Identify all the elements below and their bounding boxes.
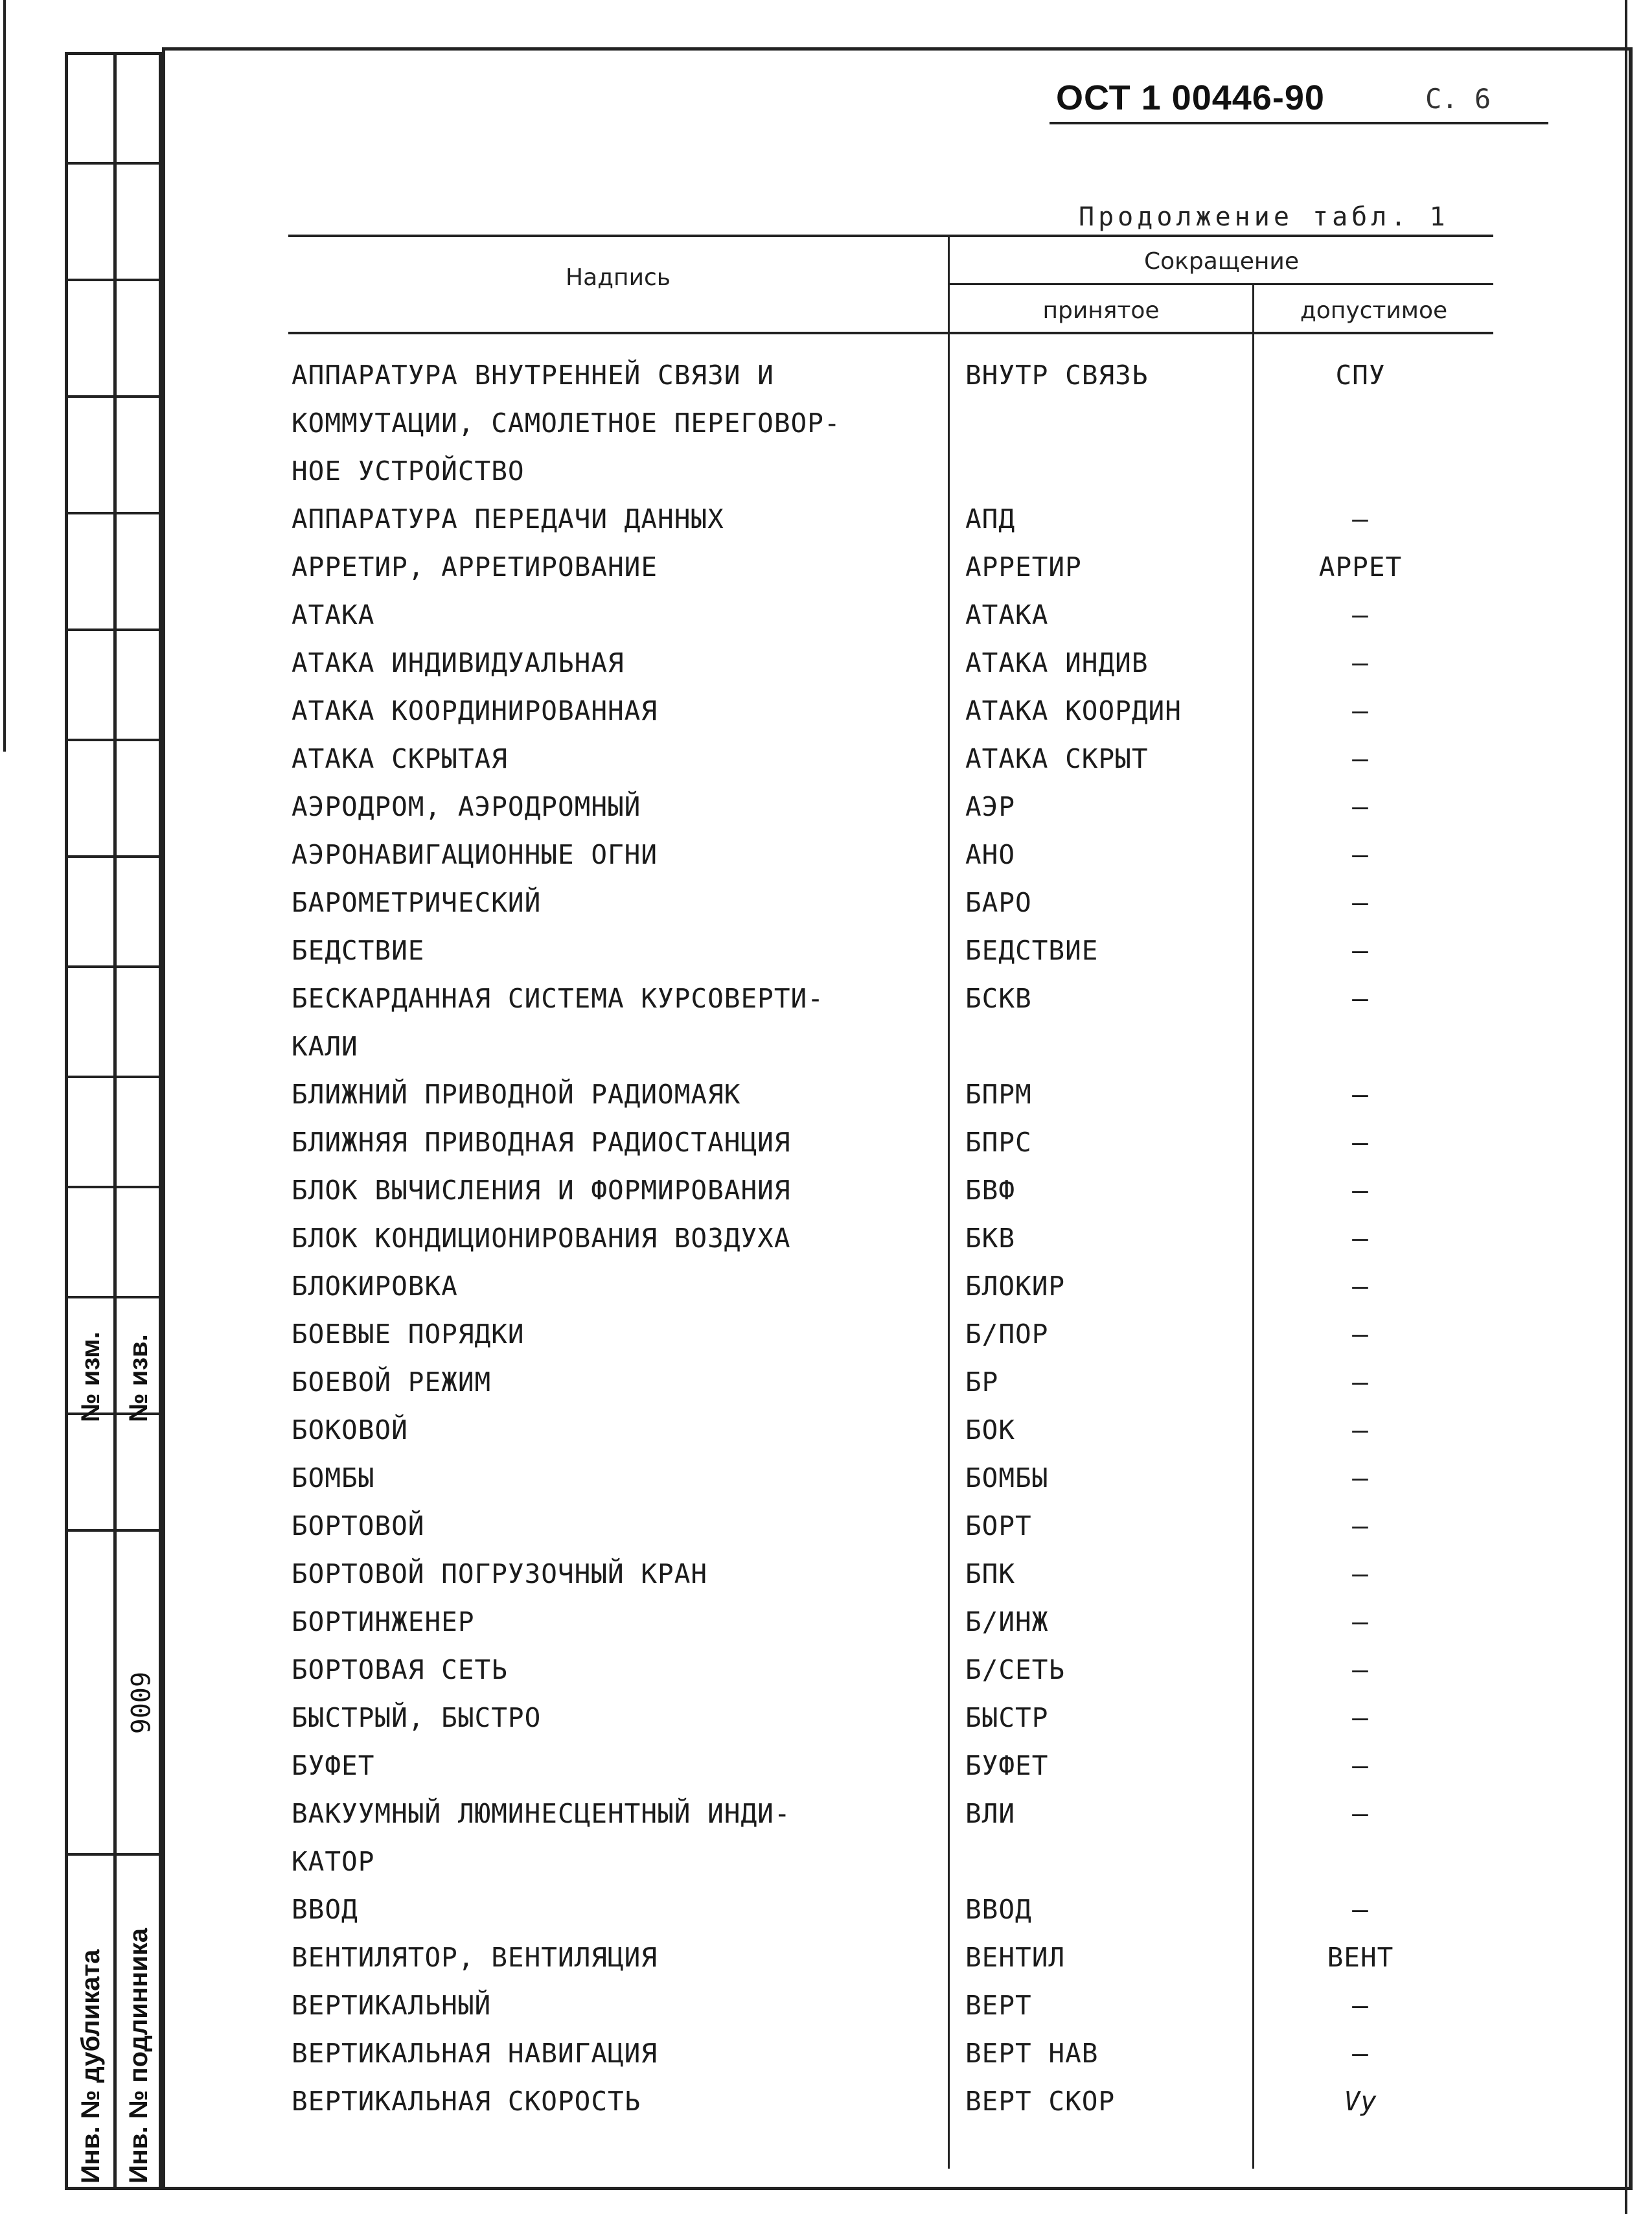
inscription-cell: БАРОМЕТРИЧЕСКИЙ	[292, 887, 542, 918]
accepted-abbrev-cell: БОМБЫ	[965, 1462, 1049, 1493]
table-row	[0, 551, 1652, 599]
accepted-abbrev-cell: БОК	[965, 1414, 1016, 1446]
table-row	[0, 360, 1652, 408]
header-accepted: принятое	[1042, 297, 1160, 324]
table-row	[0, 743, 1652, 791]
table-row	[0, 1894, 1652, 1942]
permissible-abbrev-cell: –	[1352, 1606, 1369, 1637]
permissible-abbrev-cell: –	[1352, 599, 1369, 630]
accepted-abbrev-cell: ВВОД	[965, 1894, 1032, 1925]
accepted-abbrev-cell: ВЕРТ СКОР	[965, 2086, 1116, 2117]
permissible-abbrev-cell: –	[1352, 1654, 1369, 1685]
accepted-abbrev-cell: БОРТ	[965, 1510, 1032, 1541]
accepted-abbrev-cell: АТАКА ИНДИВ	[965, 647, 1149, 678]
table-row	[0, 839, 1652, 887]
permissible-abbrev-cell: ВЕНТ	[1327, 1942, 1394, 1973]
table-row	[0, 1414, 1652, 1462]
inscription-cell: АТАКА КООРДИНИРОВАННАЯ	[292, 695, 658, 726]
inscription-cell: БЛОК ВЫЧИСЛЕНИЯ И ФОРМИРОВАНИЯ	[292, 1175, 791, 1206]
table-row	[0, 1846, 1652, 1894]
permissible-abbrev-cell: –	[1352, 743, 1369, 774]
header-abbreviation: Сокращение	[1144, 248, 1299, 275]
table-row	[0, 1031, 1652, 1079]
permissible-abbrev-cell: –	[1352, 1175, 1369, 1206]
table-row	[0, 1223, 1652, 1271]
accepted-abbrev-cell: БВФ	[965, 1175, 1016, 1206]
inscription-cell: КОММУТАЦИИ, САМОЛЕТНОЕ ПЕРЕГОВОР-	[292, 408, 841, 439]
permissible-abbrev-cell: –	[1352, 1079, 1369, 1110]
permissible-abbrev-cell: –	[1352, 1894, 1369, 1925]
header-underline	[1050, 122, 1548, 124]
table-row	[0, 1606, 1652, 1654]
table-row	[0, 695, 1652, 743]
inscription-cell: АППАРАТУРА ПЕРЕДАЧИ ДАННЫХ	[292, 503, 724, 535]
table-row	[0, 1127, 1652, 1175]
accepted-abbrev-cell: ВЕРТ НАВ	[965, 2038, 1099, 2069]
table-row	[0, 1319, 1652, 1366]
original-inventory-label: Инв. № подлинника	[124, 1928, 153, 2184]
inscription-cell: БЕДСТВИЕ	[292, 935, 425, 966]
inscription-cell: БОРТОВОЙ ПОГРУЗОЧНЫЙ КРАН	[292, 1558, 708, 1589]
header-inscription: Надпись	[566, 264, 671, 291]
accepted-abbrev-cell: БР	[965, 1366, 999, 1398]
permissible-abbrev-cell: –	[1352, 1750, 1369, 1781]
inscription-cell: КАЛИ	[292, 1031, 358, 1062]
inscription-cell: ВАКУУМНЫЙ ЛЮМИНЕСЦЕНТНЫЙ ИНДИ-	[292, 1798, 791, 1829]
accepted-abbrev-cell: БПК	[965, 1558, 1016, 1589]
inscription-cell: АТАКА ИНДИВИДУАЛЬНАЯ	[292, 647, 625, 678]
table-row	[0, 791, 1652, 839]
table-row	[0, 1510, 1652, 1558]
inscription-cell: ВЕРТИКАЛЬНАЯ СКОРОСТЬ	[292, 2086, 641, 2117]
accepted-abbrev-cell: АРРЕТИР	[965, 551, 1082, 582]
accepted-abbrev-cell: БУФЕТ	[965, 1750, 1049, 1781]
permissible-abbrev-cell: –	[1352, 647, 1369, 678]
table-row	[0, 1366, 1652, 1414]
table-row	[0, 1654, 1652, 1702]
inscription-cell: БЛОК КОНДИЦИОНИРОВАНИЯ ВОЗДУХА	[292, 1223, 791, 1254]
accepted-abbrev-cell: АПД	[965, 503, 1016, 535]
inscription-cell: БОЕВЫЕ ПОРЯДКИ	[292, 1319, 525, 1350]
table-row	[0, 599, 1652, 647]
inscription-cell: БУФЕТ	[292, 1750, 375, 1781]
change-number-label: № изм.	[76, 1332, 105, 1422]
table-row	[0, 503, 1652, 551]
accepted-abbrev-cell: БКВ	[965, 1223, 1016, 1254]
accepted-abbrev-cell: БЕДСТВИЕ	[965, 935, 1099, 966]
permissible-abbrev-cell: –	[1352, 1366, 1369, 1398]
inscription-cell: БОКОВОЙ	[292, 1414, 408, 1446]
table-row	[0, 1750, 1652, 1798]
permissible-abbrev-cell: АРРЕТ	[1318, 551, 1403, 582]
permissible-abbrev-cell: –	[1352, 1319, 1369, 1350]
table-row	[0, 935, 1652, 983]
accepted-abbrev-cell: БАРО	[965, 887, 1032, 918]
accepted-abbrev-cell: АНО	[965, 839, 1016, 870]
inscription-cell: АППАРАТУРА ВНУТРЕННЕЙ СВЯЗИ И	[292, 360, 774, 391]
inscription-cell: АРРЕТИР, АРРЕТИРОВАНИЕ	[292, 551, 658, 582]
permissible-abbrev-cell: –	[1352, 1414, 1369, 1446]
table-row	[0, 1558, 1652, 1606]
accepted-abbrev-cell: БПРС	[965, 1127, 1032, 1158]
table-row	[0, 1990, 1652, 2038]
permissible-abbrev-cell: –	[1352, 1127, 1369, 1158]
inscription-cell: ВЕРТИКАЛЬНЫЙ	[292, 1990, 492, 2021]
table-row	[0, 887, 1652, 935]
inscription-cell: БОРТОВАЯ СЕТЬ	[292, 1654, 508, 1685]
inscription-cell: АТАКА СКРЫТАЯ	[292, 743, 508, 774]
inscription-cell: БЛОКИРОВКА	[292, 1271, 458, 1302]
table-row	[0, 1175, 1652, 1223]
inscription-cell: БЫСТРЫЙ, БЫСТРО	[292, 1702, 542, 1733]
accepted-abbrev-cell: БЫСТР	[965, 1702, 1049, 1733]
inscription-cell: БЕСКАРДАННАЯ СИСТЕМА КУРСОВЕРТИ-	[292, 983, 824, 1014]
permissible-abbrev-cell: –	[1352, 1271, 1369, 1302]
table-row	[0, 1702, 1652, 1750]
permissible-abbrev-cell: –	[1352, 887, 1369, 918]
accepted-abbrev-cell: Б/ПОР	[965, 1319, 1049, 1350]
table-row	[0, 1079, 1652, 1127]
header-permissible: допустимое	[1300, 297, 1448, 324]
table-row	[0, 983, 1652, 1031]
accepted-abbrev-cell: Б/ИНЖ	[965, 1606, 1049, 1637]
inscription-cell: БОРТОВОЙ	[292, 1510, 425, 1541]
permissible-abbrev-cell: –	[1352, 1510, 1369, 1541]
accepted-abbrev-cell: БЛОКИР	[965, 1271, 1066, 1302]
table-row	[0, 1271, 1652, 1319]
table-row	[0, 2086, 1652, 2134]
inscription-cell: ВЕНТИЛЯТОР, ВЕНТИЛЯЦИЯ	[292, 1942, 658, 1973]
header-bottom-rule	[288, 332, 1493, 334]
table-row	[0, 455, 1652, 503]
table-row	[0, 2038, 1652, 2086]
inscription-cell: БОМБЫ	[292, 1462, 375, 1493]
inscription-cell: БЛИЖНЯЯ ПРИВОДНАЯ РАДИОСТАНЦИЯ	[292, 1127, 791, 1158]
inscription-cell: НОЕ УСТРОЙСТВО	[292, 455, 525, 487]
permissible-abbrev-cell: –	[1352, 695, 1369, 726]
table-row	[0, 1798, 1652, 1846]
abbreviation-sub-rule	[949, 283, 1493, 285]
permissible-abbrev-cell: –	[1352, 1462, 1369, 1493]
table-row	[0, 647, 1652, 695]
accepted-abbrev-cell: ВНУТР СВЯЗЬ	[965, 360, 1149, 391]
table-top-rule	[288, 235, 1493, 237]
accepted-abbrev-cell: БПРМ	[965, 1079, 1032, 1110]
accepted-abbrev-cell: ВЕНТИЛ	[965, 1942, 1066, 1973]
table-continued-caption: Продолжение табл. 1	[1079, 202, 1449, 232]
accepted-abbrev-cell: АТАКА КООРДИН	[965, 695, 1182, 726]
accepted-abbrev-cell: АТАКА	[965, 599, 1049, 630]
permissible-abbrev-cell: –	[1352, 839, 1369, 870]
inscription-cell: АЭРОДРОМ, АЭРОДРОМНЫЙ	[292, 791, 641, 822]
permissible-abbrev-cell: –	[1352, 1558, 1369, 1589]
inscription-cell: БОЕВОЙ РЕЖИМ	[292, 1366, 492, 1398]
inscription-cell: БОРТИНЖЕНЕР	[292, 1606, 475, 1637]
permissible-abbrev-cell: –	[1352, 1798, 1369, 1829]
accepted-abbrev-cell: АЭР	[965, 791, 1016, 822]
table-row	[0, 1462, 1652, 1510]
notice-number-label: № изв.	[124, 1334, 153, 1422]
inscription-cell: БЛИЖНИЙ ПРИВОДНОЙ РАДИОМАЯК	[292, 1079, 741, 1110]
inscription-cell: КАТОР	[292, 1846, 375, 1877]
table-row	[0, 408, 1652, 455]
permissible-abbrev-cell: СПУ	[1335, 360, 1386, 391]
permissible-abbrev-cell: –	[1352, 791, 1369, 822]
inscription-cell: ВЕРТИКАЛЬНАЯ НАВИГАЦИЯ	[292, 2038, 658, 2069]
permissible-abbrev-cell: –	[1352, 935, 1369, 966]
accepted-abbrev-cell: БСКВ	[965, 983, 1032, 1014]
accepted-abbrev-cell: Б/СЕТЬ	[965, 1654, 1066, 1685]
inscription-cell: АЭРОНАВИГАЦИОННЫЕ ОГНИ	[292, 839, 658, 870]
page-number: С. 6	[1425, 83, 1491, 115]
permissible-abbrev-cell: –	[1352, 503, 1369, 535]
permissible-abbrev-cell: –	[1352, 1223, 1369, 1254]
table-row	[0, 1942, 1652, 1990]
permissible-abbrev-cell: –	[1352, 983, 1369, 1014]
accepted-abbrev-cell: ВЛИ	[965, 1798, 1016, 1829]
permissible-abbrev-cell: –	[1352, 1990, 1369, 2021]
duplicate-inventory-label: Инв. № дубликата	[76, 1949, 105, 2184]
original-inventory-value: 6006	[124, 1672, 154, 1735]
document-code: ОСТ 1 00446-90	[1056, 78, 1325, 117]
inscription-cell: ВВОД	[292, 1894, 358, 1925]
permissible-abbrev-cell: –	[1352, 2038, 1369, 2069]
accepted-abbrev-cell: АТАКА СКРЫТ	[965, 743, 1149, 774]
permissible-abbrev-cell: Vy	[1344, 2086, 1377, 2117]
accepted-abbrev-cell: ВЕРТ	[965, 1990, 1032, 2021]
inscription-cell: АТАКА	[292, 599, 375, 630]
permissible-abbrev-cell: –	[1352, 1702, 1369, 1733]
